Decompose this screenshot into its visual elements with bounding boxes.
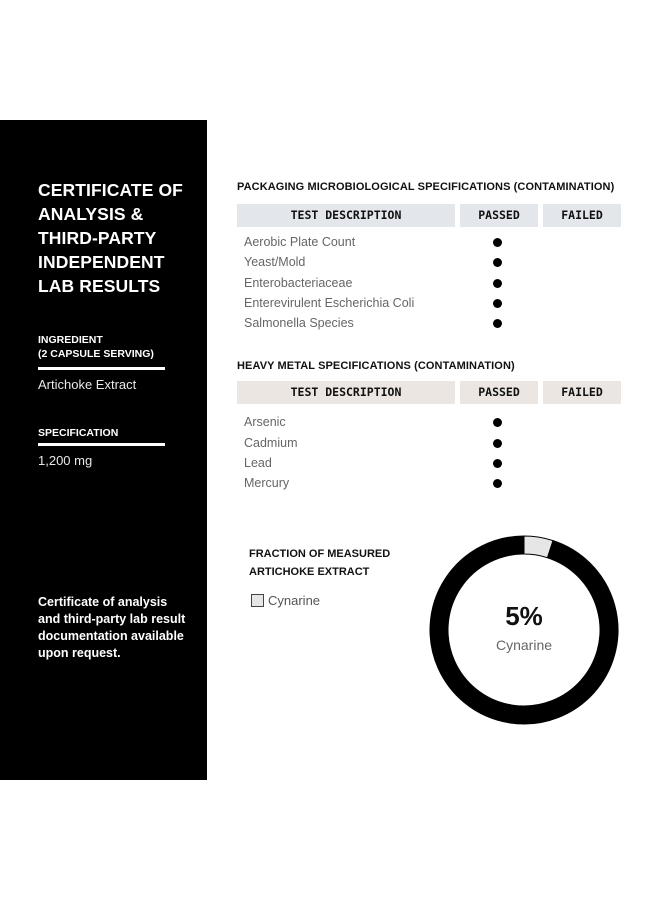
chart-legend	[251, 593, 320, 608]
specification-divider	[38, 443, 165, 446]
legend-label: Cynarine	[268, 593, 321, 608]
metals-header-failed: FAILED	[543, 381, 621, 404]
specification-value: 1,200 mg	[38, 453, 93, 468]
microbio-row-label: Enterevirulent Escherichia Coli	[244, 296, 415, 310]
metals-row-label: Mercury	[244, 476, 290, 490]
microbio-header-description: TEST DESCRIPTION	[237, 204, 455, 227]
metals-row-label: Lead	[244, 456, 272, 470]
fraction-title	[249, 545, 429, 581]
donut-center-value: 5%	[505, 601, 543, 631]
passed-dot-icon	[493, 299, 502, 308]
microbio-row-label: Enterobacteriaceae	[244, 276, 353, 290]
passed-dot-icon	[493, 238, 502, 247]
metals-row-label: Arsenic	[244, 415, 286, 429]
passed-dot-icon	[493, 279, 502, 288]
fraction-title-line1: FRACTION OF MEASURED	[249, 548, 391, 560]
ingredient-value: Artichoke Extract	[38, 377, 137, 392]
specification-label: SPECIFICATION	[38, 427, 119, 439]
microbio-header-failed: FAILED	[543, 204, 621, 227]
microbio-row-label: Salmonella Species	[244, 316, 354, 330]
availability-note: Certificate of analysis and third-party lab result documentation available upon request.	[38, 595, 186, 660]
ingredient-divider	[38, 367, 165, 370]
microbio-row-label: Yeast/Mold	[244, 255, 306, 269]
ingredient-label	[38, 333, 154, 361]
passed-dot-icon	[493, 418, 502, 427]
metals-header-description: TEST DESCRIPTION	[237, 381, 455, 404]
microbio-row-label: Aerobic Plate Count	[244, 235, 356, 249]
passed-dot-icon	[493, 258, 502, 267]
metals-section-title: HEAVY METAL SPECIFICATIONS (CONTAMINATION)	[237, 360, 515, 372]
metals-row-label: Cadmium	[244, 436, 298, 450]
sidebar-panel	[0, 120, 207, 780]
passed-dot-icon	[493, 459, 502, 468]
ingredient-label-line2: (2 CAPSULE SERVING)	[38, 348, 154, 360]
microbio-section-title: PACKAGING MICROBIOLOGICAL SPECIFICATIONS (CONTAMINATION)	[237, 181, 615, 193]
legend-swatch	[251, 594, 264, 607]
donut-center-label: Cynarine	[495, 637, 553, 653]
passed-dot-icon	[493, 439, 502, 448]
metals-header-passed: PASSED	[460, 381, 538, 404]
certificate-title: CERTIFICATE OF ANALYSIS & THIRD-PARTY INDEPENDENT LAB RESULTS	[38, 180, 183, 296]
passed-dot-icon	[493, 479, 502, 488]
ingredient-label-line1: INGREDIENT	[38, 334, 103, 346]
passed-dot-icon	[493, 319, 502, 328]
fraction-title-line2: ARTICHOKE EXTRACT	[249, 566, 370, 578]
microbio-header-passed: PASSED	[460, 204, 538, 227]
